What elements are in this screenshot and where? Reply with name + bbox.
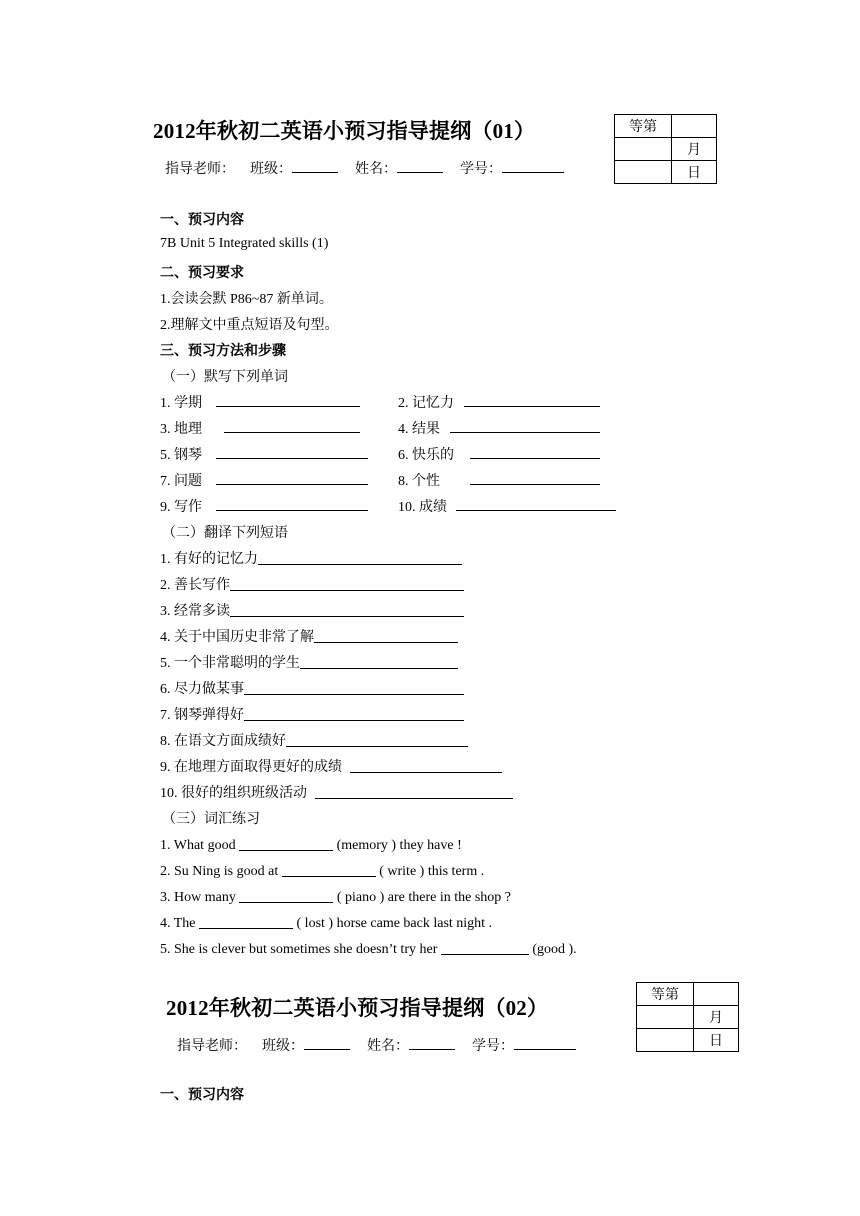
day-label: 日: [672, 161, 717, 184]
requirement-item: 1.会读会默 P86~87 新单词。: [160, 292, 333, 307]
exercise-item: 1. What good (memory ) they have !: [160, 838, 462, 853]
phrase-item: 10. 很好的组织班级活动: [160, 782, 513, 802]
subsection-2-heading: （二）翻译下列短语: [162, 526, 288, 541]
part3-heading: 三、预习方法和步骤: [160, 344, 286, 359]
month-label: 月: [672, 138, 717, 161]
word-item: 10. 成绩: [398, 500, 447, 515]
part1-heading: 一、预习内容: [160, 213, 244, 228]
exercise-blank[interactable]: [282, 862, 376, 877]
word-blank[interactable]: [470, 444, 600, 459]
exercise-blank[interactable]: [239, 836, 333, 851]
phrase-blank[interactable]: [230, 576, 464, 591]
phrase-blank[interactable]: [230, 602, 464, 617]
exercise-blank[interactable]: [441, 940, 529, 955]
exercise-blank[interactable]: [239, 888, 333, 903]
day-cell[interactable]: [637, 1029, 694, 1052]
exercise-item: 5. She is clever but sometimes she doesn’t try her (good ).: [160, 942, 577, 957]
part2-heading: 二、预习要求: [160, 266, 244, 281]
exercise-blank[interactable]: [199, 914, 293, 929]
id-label: 学号：: [460, 162, 502, 177]
phrase-blank[interactable]: [314, 628, 458, 643]
subsection-3-heading: （三）词汇练习: [162, 812, 260, 827]
word-blank[interactable]: [470, 470, 600, 485]
phrase-blank[interactable]: [350, 758, 502, 773]
word-blank[interactable]: [464, 392, 600, 407]
id-blank[interactable]: [514, 1035, 576, 1050]
word-blank[interactable]: [450, 418, 600, 433]
id-blank[interactable]: [502, 158, 564, 173]
exercise-item: 4. The ( lost ) horse came back last night .: [160, 916, 493, 931]
requirement-item: 2.理解文中重点短语及句型。: [160, 318, 339, 333]
name-blank[interactable]: [409, 1035, 455, 1050]
section-2-grade-box: [636, 982, 739, 1052]
word-item: 4. 结果: [398, 422, 440, 437]
section-2-info-line: [177, 1035, 576, 1055]
word-blank[interactable]: [456, 496, 616, 511]
word-blank[interactable]: [216, 496, 368, 511]
section-1-grade-box: [614, 114, 717, 184]
phrase-blank[interactable]: [244, 706, 464, 721]
phrase-blank[interactable]: [244, 680, 464, 695]
section-2-part1-heading: 一、预习内容: [160, 1088, 244, 1103]
day-label: 日: [694, 1029, 739, 1052]
word-item: 2. 记忆力: [398, 396, 454, 411]
name-label: 姓名：: [367, 1039, 409, 1054]
phrase-item: 2. 善长写作: [160, 574, 464, 594]
part1-text: 7B Unit 5 Integrated skills (1): [160, 236, 329, 251]
word-blank[interactable]: [216, 444, 368, 459]
teacher-label: 指导老师：: [165, 162, 235, 177]
phrase-item: 7. 钢琴弹得好: [160, 704, 464, 724]
grade-cell[interactable]: [694, 983, 739, 1006]
word-blank[interactable]: [224, 418, 360, 433]
word-item: 5. 钢琴: [160, 448, 202, 463]
month-label: 月: [694, 1006, 739, 1029]
class-blank[interactable]: [304, 1035, 350, 1050]
phrase-item: 8. 在语文方面成绩好: [160, 730, 468, 750]
class-label: 班级：: [250, 162, 292, 177]
day-cell[interactable]: [615, 161, 672, 184]
phrase-item: 5. 一个非常聪明的学生: [160, 652, 458, 672]
phrase-blank[interactable]: [315, 784, 513, 799]
month-cell[interactable]: [615, 138, 672, 161]
grade-label: 等第: [615, 115, 672, 138]
word-item: 6. 快乐的: [398, 448, 454, 463]
word-item: 8. 个性: [398, 474, 440, 489]
grade-label: 等第: [637, 983, 694, 1006]
word-item: 9. 写作: [160, 500, 202, 515]
section-2-title: 2012年秋初二英语小预习指导提纲（02）: [166, 996, 549, 1020]
phrase-item: 6. 尽力做某事: [160, 678, 464, 698]
phrase-blank[interactable]: [286, 732, 468, 747]
phrase-item: 9. 在地理方面取得更好的成绩: [160, 756, 502, 776]
phrase-blank[interactable]: [258, 550, 462, 565]
phrase-blank[interactable]: [300, 654, 458, 669]
section-1-title: 2012年秋初二英语小预习指导提纲（01）: [153, 119, 536, 143]
word-blank[interactable]: [216, 392, 360, 407]
class-label: 班级：: [262, 1039, 304, 1054]
section-1-info-line: [165, 158, 564, 178]
subsection-1-heading: （一）默写下列单词: [162, 370, 288, 385]
exercise-item: 2. Su Ning is good at ( write ) this term .: [160, 864, 485, 879]
class-blank[interactable]: [292, 158, 338, 173]
phrase-item: 1. 有好的记忆力: [160, 548, 462, 568]
name-label: 姓名：: [355, 162, 397, 177]
teacher-label: 指导老师：: [177, 1039, 247, 1054]
word-item: 7. 问题: [160, 474, 202, 489]
word-item: 1. 学期: [160, 396, 202, 411]
month-cell[interactable]: [637, 1006, 694, 1029]
word-blank[interactable]: [216, 470, 368, 485]
exercise-item: 3. How many ( piano ) are there in the shop ?: [160, 890, 511, 905]
phrase-item: 3. 经常多读: [160, 600, 464, 620]
id-label: 学号：: [472, 1039, 514, 1054]
grade-cell[interactable]: [672, 115, 717, 138]
name-blank[interactable]: [397, 158, 443, 173]
word-item: 3. 地理: [160, 422, 202, 437]
phrase-item: 4. 关于中国历史非常了解: [160, 626, 458, 646]
